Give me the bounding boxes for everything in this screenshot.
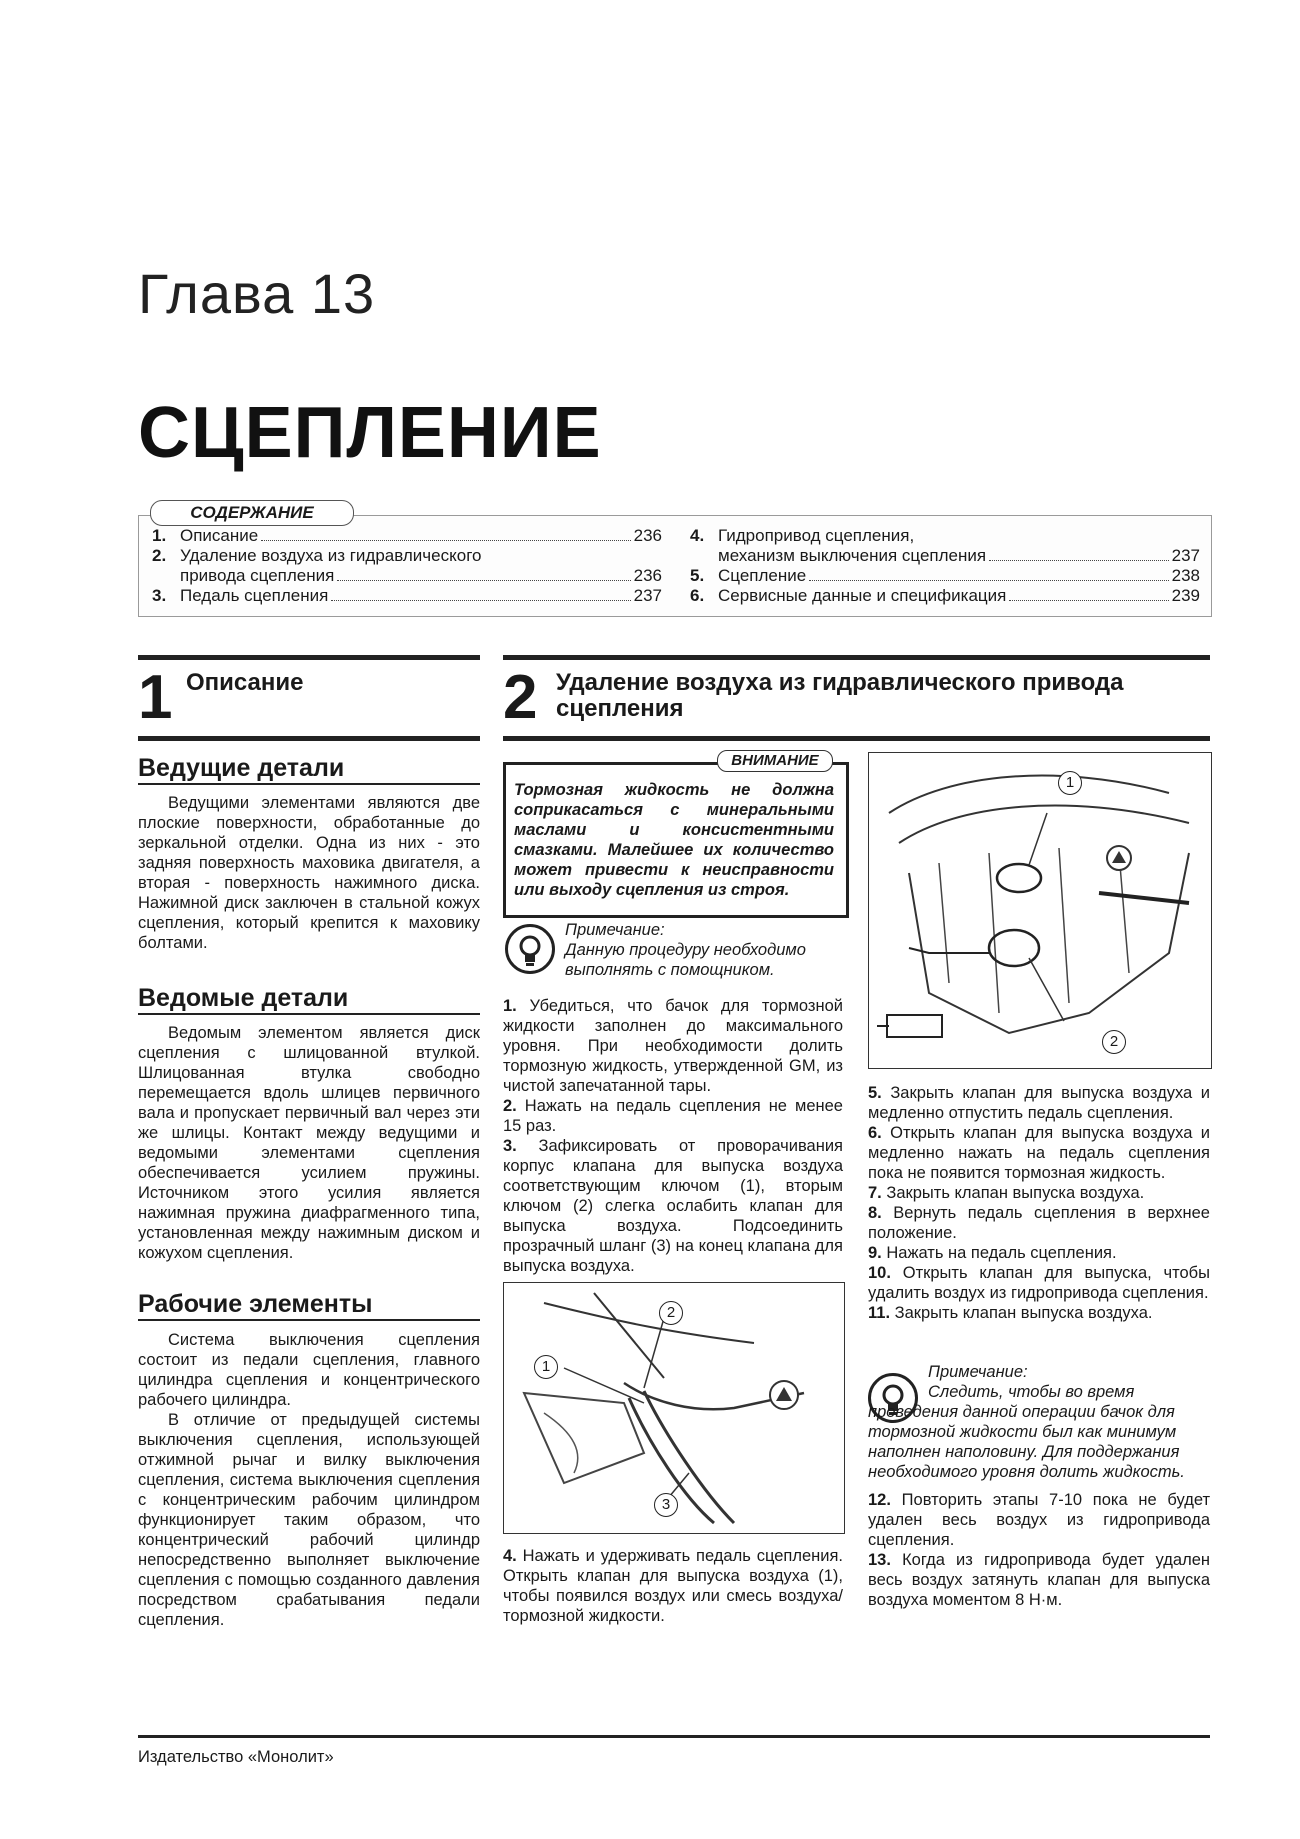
section-number: 1 <box>138 663 173 732</box>
step: 7. Закрыть клапан выпуска воздуха. <box>868 1184 1145 1202</box>
subsection-rule <box>138 1013 480 1015</box>
section-rule <box>503 655 1210 660</box>
step: 10. Открыть клапан для выпуска, чтобы удалить воздух из гидропривода сцепления. <box>868 1264 1210 1302</box>
lightbulb-icon <box>505 924 555 974</box>
contents-heading: СОДЕРЖАНИЕ <box>150 500 354 526</box>
toc-item[interactable]: 1. Описание 236 <box>152 526 662 545</box>
step: 2. Нажать на педаль сцепления не менее 15 раз. <box>503 1097 843 1135</box>
callout-1: 1 <box>1058 771 1082 795</box>
callout-2: 2 <box>1102 1030 1126 1054</box>
step: 12. Повторить этапы 7-10 пока не будет удален весь воздух из гидропривода сцепления. <box>868 1491 1211 1549</box>
step: 13. Когда из гидропривода будет удален весь воздух затянуть клапан для выпуска воздуха моментом 8 Н·м. <box>868 1551 1210 1609</box>
paragraph: Ведущими элементами являются две плоские поверхности, обработанные до зеркальной отделки. Одна из них - это задняя поверхность маховика двигателя, а вторая - поверхность нажимного диска. Нажимной диск заключен в стальной кожух сцепления, который крепится к маховику болтами. <box>138 794 480 952</box>
note-title: Примечание: <box>928 1363 1028 1381</box>
paragraph: Система выключения сцепления состоит из педали сцепления, главного цилиндра сцепления и концентрического рабочего цилиндра. В отличие от предыдущей системы выключения сцепления, использующей отжимной рычаг и вилку выключения сцепления, система выключения сцепления с концентрическим рабочим цилиндром функционирует таким образом, что концентрический рабочий цилиндр непосредственно выполняет выключение сцепления с помощью созданного давления посредством срабатывания педали сцепления. <box>138 1331 480 1629</box>
paragraph: Ведомым элементом является диск сцепления с шлицованной втулкой. Шлицованная втулка свободно перемещается вдоль шлицев первичного вала и пропускает первичный вал через эти же шлицы. Контакт между ведущими и ведомыми элементами сцепления обеспечивается усилием пружины. Источником этого усилия является нажимная пружина диафрагменного типа, установленная между нажимным диском и кожухом сцепления. <box>138 1024 480 1262</box>
publisher: Издательство «Монолит» <box>138 1748 334 1766</box>
section-rule <box>138 655 480 660</box>
toc-item[interactable]: 4. Гидропривод сцепления, <box>690 526 915 545</box>
note-text: Следить, чтобы во время проведения данной операции бачок для тормозной жидкости был как минимум наполнен наполовину. Для поддержания необходимого уровня долить жидкость. <box>868 1383 1185 1481</box>
step: 11. Закрыть клапан выпуска воздуха. <box>868 1304 1153 1322</box>
subsection-title: Ведущие детали <box>138 754 345 782</box>
note-title: Примечание: <box>565 921 665 939</box>
chapter-label: Глава 13 <box>138 262 376 325</box>
subsection-rule <box>138 783 480 785</box>
steps-list <box>503 996 843 1276</box>
toc-item[interactable]: 2. Удаление воздуха из гидравлического <box>152 546 482 565</box>
toc-item[interactable]: 6. Сервисные данные и спецификация 239 <box>690 586 1200 605</box>
note-text: Данную процедуру необходимо выполнять с помощником. <box>565 941 806 979</box>
step: 3. Зафиксировать от проворачивания корпус клапана для выпуска воздуха соответствующим ключом (1), вторым ключом (2) слегка ослабить клапан для выпуска воздуха. Подсоединить прозрачный шланг (3) на конец клапана для выпуска воздуха. <box>503 1137 843 1275</box>
step: 6. Открыть клапан для выпуска воздуха и медленно нажать на педаль сцепления пока не появится тормозная жидкость. <box>868 1124 1210 1182</box>
section-rule <box>138 736 480 741</box>
toc-item[interactable]: 5. Сцепление 238 <box>690 566 1200 585</box>
section-title: Описание <box>186 669 304 696</box>
steps-list <box>868 1083 1210 1323</box>
toc-item[interactable]: механизм выключения сцепления 237 <box>718 546 1200 565</box>
step: 9. Нажать на педаль сцепления. <box>868 1244 1117 1262</box>
footer-rule <box>138 1735 1210 1738</box>
callout-2: 2 <box>659 1301 683 1325</box>
step: 5. Закрыть клапан для выпуска воздуха и медленно отпустить педаль сцепления. <box>868 1084 1210 1122</box>
section-title-cont: сцепления <box>556 695 684 722</box>
step: 1. Убедиться, что бачок для тормозной жидкости заполнен до максимального уровня. При необходимости долить тормозную жидкость, утвержденной GM, из чистой запечатанной тары. <box>503 997 843 1095</box>
callout-1: 1 <box>534 1355 558 1379</box>
steps-list <box>868 1490 1210 1610</box>
callout-3: 3 <box>654 1493 678 1517</box>
slave-cylinder-figure <box>868 752 1212 1069</box>
subsection-rule <box>138 1319 480 1321</box>
warning-tag: ВНИМАНИЕ <box>717 750 833 772</box>
subsection-title: Рабочие элементы <box>138 1290 373 1318</box>
step: 8. Вернуть педаль сцепления в верхнее положение. <box>868 1204 1210 1242</box>
toc-item[interactable]: привода сцепления 236 <box>180 566 662 585</box>
section-rule <box>503 736 1210 741</box>
step: 4. Нажать и удерживать педаль сцепления. Открыть клапан для выпуска воздуха (1), чтобы появился воздух или смесь воздуха/тормозной жидкости. <box>503 1547 843 1625</box>
subsection-title: Ведомые детали <box>138 984 349 1012</box>
chapter-title: СЦЕПЛЕНИЕ <box>138 393 602 473</box>
steps-list <box>503 1546 843 1626</box>
toc-item[interactable]: 3. Педаль сцепления 237 <box>152 586 662 605</box>
section-number: 2 <box>503 663 538 732</box>
warning-text: Тормозная жидкость не должна соприкасаться с минеральными маслами и консистентными смазками. Малейшее их количество может привести к неисправности или выходу сцепления из строя. <box>514 781 834 899</box>
bleed-valve-figure <box>503 1282 845 1534</box>
section-title: Удаление воздуха из гидравлического привода <box>556 669 1124 696</box>
